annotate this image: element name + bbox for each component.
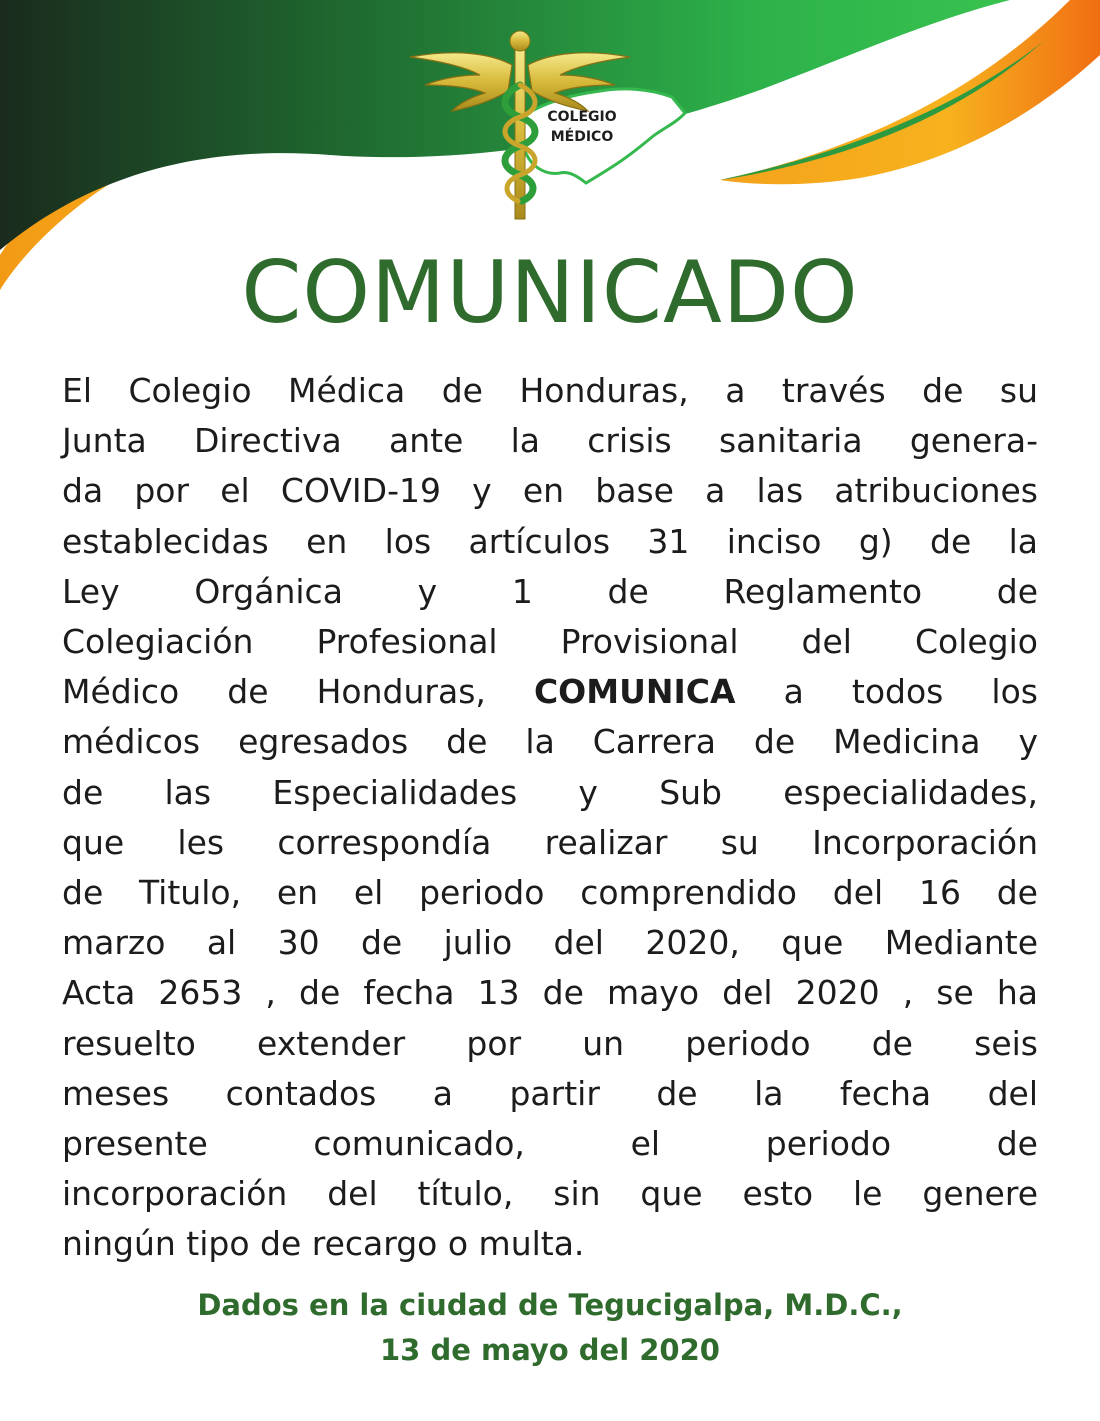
page-title: COMUNICADO xyxy=(241,243,859,343)
logo-text xyxy=(532,107,632,147)
body-line: de las Especialidades y Sub especialidades, xyxy=(62,772,1038,812)
signature-footer xyxy=(0,1283,1100,1373)
footer-place: Dados en la ciudad de Tegucigalpa, M.D.C., xyxy=(197,1288,903,1322)
colegio-medico-logo xyxy=(400,25,700,225)
staff-knob xyxy=(510,31,530,51)
body-line: establecidas en los artículos 31 inciso g) de la xyxy=(62,521,1038,561)
logo-line-colegio: COLEGIO xyxy=(547,109,617,125)
body-line: Colegiación Profesional Provisional del Colegio xyxy=(62,622,1038,662)
body-text-segment: a todos los xyxy=(783,672,1038,712)
body-line: ningún tipo de recargo o multa. xyxy=(62,1224,585,1264)
left-wing xyxy=(410,53,512,111)
body-line: Ley Orgánica y 1 de Reglamento de xyxy=(62,571,1038,611)
announcement-body xyxy=(62,366,1038,1270)
body-line: da por el COVID-19 y en base a las atribuciones xyxy=(62,471,1038,511)
body-line: Junta Directiva ante la crisis sanitaria genera- xyxy=(62,421,1038,461)
body-line: marzo al 30 de julio del 2020, que Mediante xyxy=(62,923,1038,963)
comunica-emphasis: COMUNICA xyxy=(533,672,736,712)
footer-date: 13 de mayo del 2020 xyxy=(380,1333,720,1367)
body-line: resuelto extender por un periodo de seis xyxy=(62,1023,1038,1063)
body-line: médicos egresados de la Carrera de Medicina y xyxy=(62,722,1038,762)
body-line: de Titulo, en el periodo comprendido del 16 de xyxy=(62,873,1038,913)
body-line: presente comunicado, el periodo de xyxy=(62,1124,1038,1164)
body-line: Acta 2653 , de fecha 13 de mayo del 2020 , se ha xyxy=(62,973,1038,1013)
body-line: incorporación del título, sin que esto le genere xyxy=(62,1174,1038,1214)
staff xyxy=(515,47,525,219)
body-line: meses contados a partir de la fecha del xyxy=(62,1073,1038,1113)
body-line: que les correspondía realizar su Incorporación xyxy=(62,822,1038,862)
body-line-comunica xyxy=(62,667,1038,717)
body-line: El Colegio Médica de Honduras, a través de su xyxy=(62,371,1038,410)
logo-line-medico: MÉDICO xyxy=(550,129,614,145)
body-text-segment: Médico de Honduras, xyxy=(62,672,486,712)
